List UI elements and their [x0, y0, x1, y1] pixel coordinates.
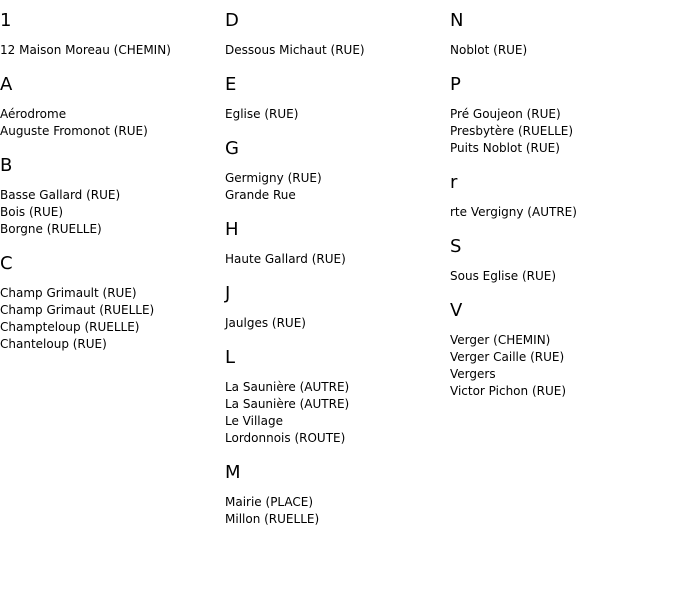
letter-group [225, 10, 445, 59]
letter-group [450, 300, 670, 400]
letter-group [450, 10, 670, 59]
letter-group [225, 219, 445, 268]
street-index-column-3 [450, 10, 670, 415]
street-link[interactable]: Champ Grimault (RUE) [0, 286, 137, 300]
street-link[interactable]: Presbytère (RUELLE) [450, 124, 574, 138]
letter-heading: V [450, 300, 463, 321]
street-link[interactable]: Victor Pichon (RUE) [450, 384, 567, 398]
street-link[interactable]: La Saunière (AUTRE) [225, 380, 350, 394]
street-link[interactable]: Le Village [225, 414, 283, 428]
letter-group [225, 138, 445, 204]
street-link[interactable]: Verger (CHEMIN) [450, 333, 551, 347]
letter-heading: D [225, 10, 239, 31]
letter-heading: G [225, 138, 239, 159]
street-link[interactable]: Champ Grimaut (RUELLE) [0, 303, 155, 317]
street-link[interactable]: Noblot (RUE) [450, 43, 528, 57]
letter-heading: E [225, 74, 237, 95]
street-link[interactable]: Grande Rue [225, 188, 296, 202]
street-link[interactable]: Haute Gallard (RUE) [225, 252, 346, 266]
street-link[interactable]: Lordonnois (ROUTE) [225, 431, 346, 445]
letter-group [450, 172, 670, 221]
letter-group [225, 347, 445, 447]
street-link[interactable]: Bois (RUE) [0, 205, 64, 219]
letter-heading: H [225, 219, 239, 240]
street-link[interactable]: Sous Eglise (RUE) [450, 269, 557, 283]
street-link[interactable]: Borgne (RUELLE) [0, 222, 102, 236]
street-link[interactable]: Eglise (RUE) [225, 107, 299, 121]
letter-heading: M [225, 462, 241, 483]
street-link[interactable]: Basse Gallard (RUE) [0, 188, 121, 202]
letter-group [0, 253, 220, 353]
street-link[interactable]: Germigny (RUE) [225, 171, 322, 185]
letter-heading: J [225, 283, 231, 304]
street-link[interactable]: Chanteloup (RUE) [0, 337, 107, 351]
letter-heading: B [0, 155, 13, 176]
letter-group [0, 10, 220, 59]
street-link[interactable]: 12 Maison Moreau (CHEMIN) [0, 43, 171, 57]
street-link[interactable]: Pré Goujeon (RUE) [450, 107, 561, 121]
letter-group [225, 283, 445, 332]
letter-group [0, 74, 220, 140]
street-index-column-2 [225, 10, 445, 543]
letter-heading: C [0, 253, 13, 274]
letter-heading: P [450, 74, 461, 95]
street-link[interactable]: La Saunière (AUTRE) [225, 397, 350, 411]
street-link[interactable]: Auguste Fromonot (RUE) [0, 124, 148, 138]
street-link[interactable]: Mairie (PLACE) [225, 495, 314, 509]
letter-group [0, 155, 220, 238]
letter-heading: S [450, 236, 462, 257]
letter-heading: 1 [0, 10, 12, 31]
letter-group [450, 236, 670, 285]
street-link[interactable]: Champteloup (RUELLE) [0, 320, 140, 334]
street-link[interactable]: Puits Noblot (RUE) [450, 141, 560, 155]
street-link[interactable]: rte Vergigny (AUTRE) [450, 205, 577, 219]
letter-heading: N [450, 10, 464, 31]
letter-group [450, 74, 670, 157]
letter-group [225, 462, 445, 528]
street-link[interactable]: Millon (RUELLE) [225, 512, 320, 526]
street-index-column-1 [0, 10, 220, 368]
letter-group [225, 74, 445, 123]
street-link[interactable]: Vergers [450, 367, 496, 381]
letter-heading: A [0, 74, 13, 95]
letter-heading: r [450, 172, 458, 193]
street-link[interactable]: Jaulges (RUE) [225, 316, 306, 330]
street-link[interactable]: Aérodrome [0, 107, 67, 121]
letter-heading: L [225, 347, 236, 368]
street-link[interactable]: Verger Caille (RUE) [450, 350, 565, 364]
street-link[interactable]: Dessous Michaut (RUE) [225, 43, 365, 57]
